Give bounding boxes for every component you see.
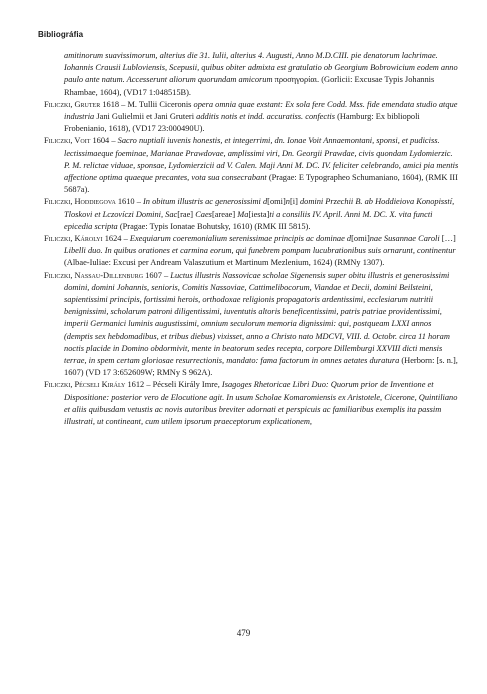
entry-imprint: (Albae-Iuliae: Excusi per Andream Valaszutium et Martinum Mezlenium, 1624) (RMNy 1307). (64, 258, 385, 268)
entry-title: n (285, 197, 290, 207)
running-header: Bibliográfia (38, 30, 84, 39)
entry-title: Isagoges Rhetoricae Libri Duo: Quorum prior de Inventione et Dispositione: posterior vero de Elocutione agit. In usum Scholae Komaromiensis ex Aristotele, Cicerone, Quintiliano et aliis quibusdam vetustis ac novis autoribus breviter adornati et perspicuis ac familiaribus exemplis ita passim illustrati, ut contineant, cum utilem ipsorum praeceptorum explicationem, (64, 380, 458, 427)
entry-imprint: (Pragae: Typis Ionatae Bohutsky, 1610) (RMK III 5815). (117, 221, 311, 231)
entry-text: [i] (289, 197, 298, 207)
entry-text: [iesta] (248, 209, 270, 219)
bibliography-entry (44, 50, 460, 99)
entry-text: – (121, 234, 130, 244)
entry-author: Filiczki, Gruter 1618 (44, 99, 120, 109)
entry-text: [omi] (351, 234, 370, 244)
entry-text: – (161, 270, 171, 280)
entry-imprint: (Pragae: E Typographeo Schumaniano, 1604), (RMK III 5687a). (64, 173, 458, 195)
entry-title: opera omnia quae exstant: Ex sola fere Codd. Mss. fide emendata studio atque industria (64, 99, 458, 122)
entry-text: – (109, 136, 118, 146)
entry-title: Sacro nuptiali iuvenis honestis, et integerrimi, dn. Ionae Voit Annaemontani, sponsi, et pudiciss. lectissimaeque foeminae, Marianae Prawdovae, amplissimi viri, Dn. Georgii Prawdae, civis quondam Lydomierzic. P. M. relictae viduae, sponsae, Lydomierzicii ad V. Calen. Maji Anni M. DC. IV. feliciter celebrando, amici pia mentis affectione optima quaeque precantes, vota sua consecrabant (64, 136, 459, 183)
entry-text: – (134, 197, 143, 207)
bibliography-entry (44, 99, 460, 136)
entry-text: [omi] (267, 197, 286, 207)
entry-author: Filiczki, Hoddiegova 1610 (44, 197, 135, 207)
entry-text: […] (441, 234, 456, 244)
entry-title: nae Susannae Caroli (369, 234, 442, 244)
entry-title: Caes (195, 209, 212, 219)
bibliography-entry (44, 379, 460, 428)
entry-text: – M. Tullii Ciceronis (119, 99, 194, 109)
entry-imprint: (Herborn: [s. n.], 1607) (VD 17 3:652609W; RMNy S 962A). (64, 356, 458, 378)
entry-title: domini Przechii B. ab Hoddieiova Konopisstí, Tloskovi et Lczovíczi Domini, Sac (64, 197, 455, 219)
entry-title: amitinorum suavissimorum, alterius die 31. Iulii, alterius 4. Augusti, Anno M.D.CIII. pie denatorum lachrimae. Iohannis Crausii Lubloviensis, Scepusii, quibus obiter admixta est gratulatio ob Georgium Bobrowicium eodem anno paulo ante natum. Accesserunt aliorum quorundam amicorum (64, 51, 458, 85)
entry-author: Filiczki, Pécseli Király 1612 (44, 380, 145, 390)
bibliography-entry (44, 196, 460, 233)
entry-text: [areae] (211, 209, 238, 219)
entry-title: Ma (237, 209, 249, 219)
entry-author: Filiczki, Károlyi 1624 (44, 234, 122, 244)
entry-author: Filiczki, Nassau-Dillenburg 1607 (44, 270, 162, 280)
bibliography-entry (44, 233, 460, 270)
bibliography-entry (44, 270, 460, 380)
entry-text: – Pécseli Király Imre, (144, 380, 222, 390)
entry-text: [rae] (177, 209, 196, 219)
entry-title: ti a consiliis IV. April. Anni M. DC. X. vita functi epicedia scripta (64, 209, 433, 231)
bibliography-list (44, 50, 460, 428)
entry-text: Jani Gulielmii et Jani Gruteri (94, 112, 197, 122)
entry-title: In obitum illustris ac generosissimi d (143, 197, 268, 207)
entry-title: additis notis et indd. accuratiss. confectis (196, 112, 335, 122)
entry-title: Exequiarum coeremonialium serenissimae principis ac dominae d (129, 234, 352, 244)
entry-imprint: (Hamburg: Ex bibliopoli Frobenianio, 1618), (VD17 23:000490U). (64, 112, 420, 134)
entry-title: Libelli duo. In quibus orationes et carmina eorum, qui funebrem pompam lucubrationibus suis ornarunt, continentur (64, 246, 456, 256)
entry-author: Filiczki, Voit 1604 (44, 136, 110, 146)
entry-title: Luctus illustris Nassovicae scholae Sigenensis super obitu illustris et generosissimi domini, domini Johannis, senioris, Comitis Nassoviae, Cattimelibocorum, Viandae et Decii, domini Beilsteini, sapientissimi principis, fortissimi herois, orthodoxae religionis propagatoris ardentissimi, ecclesiarum nutritii benignissimi, scholarum patroni diligentissimi, iuventutis altoris beneficentissimi, patris patriae providentissimi, imperii Germanici luminis augustissimi, omnium seculorum memoria dignissimi: qui, postqueam LXXI annos (demptis sex hebdomadibus, et tribus diebus) vixisset, anno a Christo nato MDCVI, VIII. d. Octobr. circa 11 horam noctis placide in Domino obdormivit, mente in beatorum sedes recepta, corpore Dillemburgi XXVIII dicti mensis terrae, in spem certam gloriosae resurrectionis, mandato: fama factorum in omnes aetates duratura (64, 270, 450, 366)
bibliography-entry (44, 135, 460, 196)
entry-imprint: προσηγορίαι. (Gorlicii: Excusae Typis Johannis Rhambae, 1604), (VD17 1:048515B). (64, 75, 435, 97)
page-number: 479 (236, 628, 251, 638)
